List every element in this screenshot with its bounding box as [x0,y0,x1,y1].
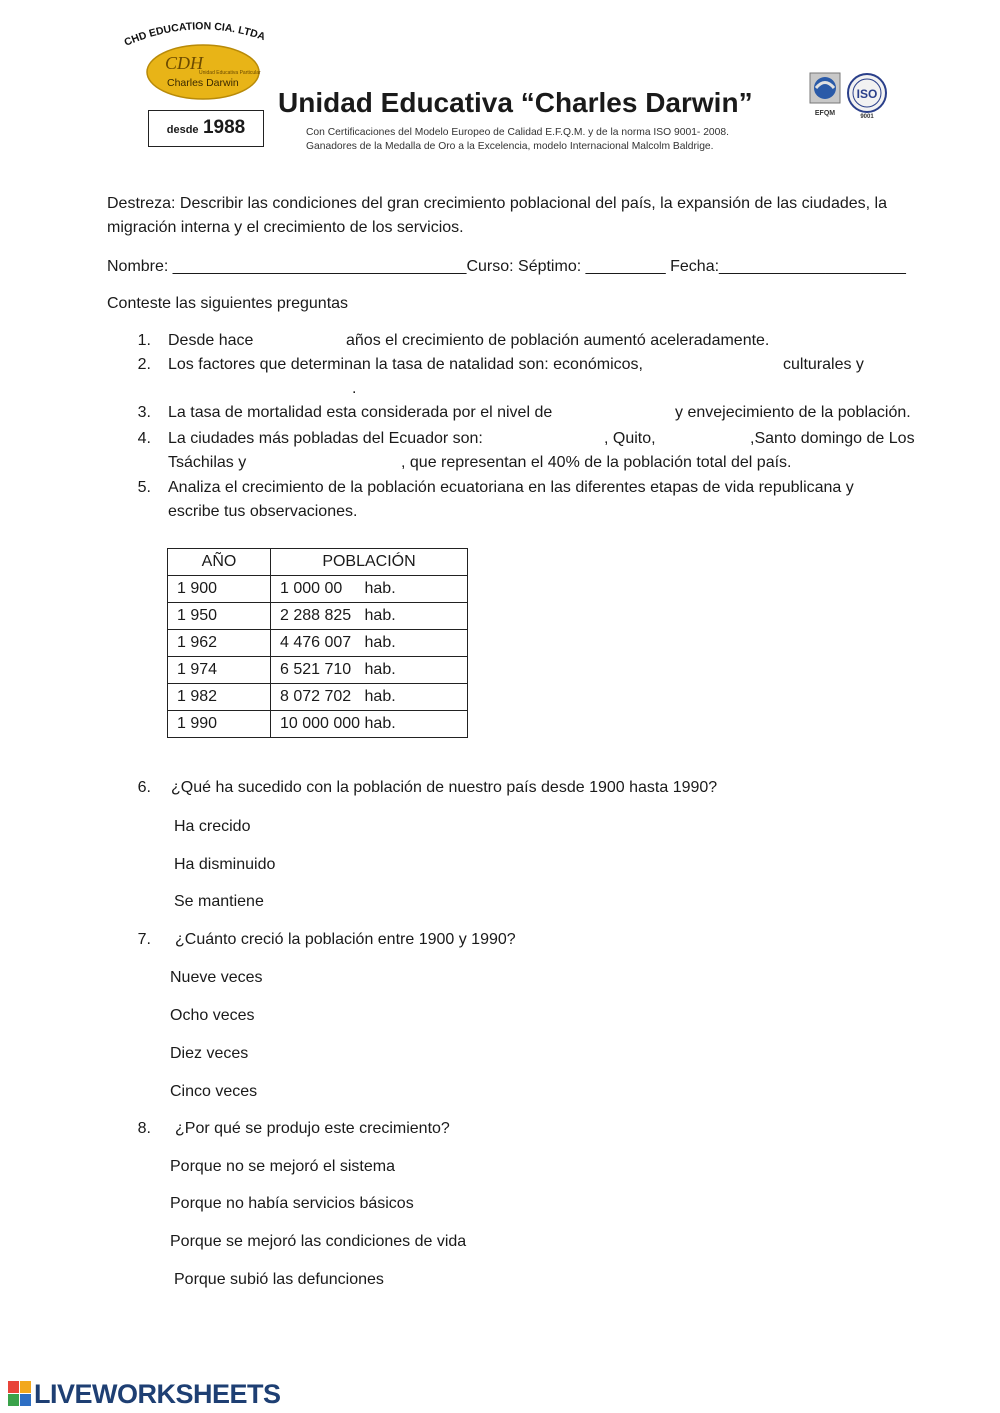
since-label: desde [166,124,199,136]
population-cell: 4 476 007 hab. [271,630,468,657]
population-cell: 1 000 00 hab. [271,576,468,603]
q3-text-b: y envejecimiento de la población. [675,404,911,421]
q6-number: 6. [137,779,151,796]
table-header-row [168,549,468,576]
q5-text-b: escribe tus observaciones. [168,503,358,520]
logo-subtitle: Unidad Educativa Particular [199,70,261,76]
q1-text-b: años el crecimiento de población aumentó aceleradamente. [346,332,770,349]
liveworksheets-logo-icon [8,1381,32,1407]
year-cell: 1 950 [168,603,271,630]
table-row [168,711,468,738]
liveworksheets-brand: LIVEWORKSHEETS [34,1379,281,1409]
q8-option[interactable]: Porque subió las defunciones [174,1271,384,1288]
year-cell: 1 900 [168,576,271,603]
q7-option[interactable]: Ocho veces [170,1007,255,1024]
q8-option[interactable]: Porque no se mejoró el sistema [170,1158,395,1175]
population-cell: 2 288 825 hab. [271,603,468,630]
iso-badge-icon [846,73,888,119]
q6-option[interactable]: Se mantiene [174,893,264,910]
school-title: Unidad Educativa “Charles Darwin” [278,87,753,118]
iso-label: ISO [856,87,878,101]
q1-text-a: Desde hace [168,332,254,349]
population-cell: 6 521 710 hab. [271,657,468,684]
q2-text-b: culturales y [783,356,864,373]
q6-question: ¿Qué ha sucedido con la población de nuestro país desde 1900 hasta 1990? [171,779,718,796]
q6-option[interactable]: Ha crecido [174,818,251,835]
population-column-header: POBLACIÓN [271,549,468,576]
efqm-badge-icon [808,71,842,119]
q2-text-a: Los factores que determinan la tasa de natalidad son: económicos, [168,356,643,373]
q7-option[interactable]: Cinco veces [170,1083,258,1100]
q4-number: 4. [137,430,151,447]
q7-question: ¿Cuánto creció la población entre 1900 y 1990? [175,931,516,948]
q7-option[interactable]: Diez veces [170,1045,249,1062]
certification-line: Con Certificaciones del Modelo Europeo de Calidad E.F.Q.M. y de la norma ISO 9001- 2008. [306,127,729,138]
logo-name: Charles Darwin [167,77,239,89]
q1-number: 1. [137,332,151,349]
q3-number: 3. [137,404,151,421]
q5-text-a: Analiza el crecimiento de la población ecuatoriana en las diferentes etapas de vida republicana y [168,479,854,496]
iso-number: 9001 [860,114,874,119]
since-year: 1988 [202,117,246,138]
year-column-header: AÑO [168,549,271,576]
logo-monogram: CDH [165,53,204,73]
q8-option[interactable]: Porque se mejoró las condiciones de vida [170,1233,467,1250]
q4-text-a: La ciudades más pobladas del Ecuador son: [168,430,483,447]
population-table [167,548,468,738]
population-cell: 10 000 000 hab. [271,711,468,738]
q4-text-b: , Quito, [604,430,656,447]
since-box [148,110,264,147]
award-line: Ganadores de la Medalla de Oro a la Excelencia, modelo Internacional Malcolm Baldrige. [306,141,714,152]
q6-option[interactable]: Ha disminuido [174,856,276,873]
skill-line-1: Destreza: Describir las condiciones del gran crecimiento poblacional del país, la expansión de las ciudades, la [107,195,887,212]
q4-text-c: ,Santo domingo de Los [750,430,915,447]
year-cell: 1 982 [168,684,271,711]
year-cell: 1 962 [168,630,271,657]
q4-text-d: Tsáchilas y [168,454,247,471]
table-row [168,576,468,603]
name-course-date-line: Nombre: _________________________________Curso: Séptimo: _________ Fecha:_____________________ [107,258,906,275]
instructions: Conteste las siguientes preguntas [107,295,349,312]
q7-option[interactable]: Nueve veces [170,969,263,986]
q4-text-e: , que representan el 40% de la población total del país. [401,454,792,471]
q7-number: 7. [137,931,151,948]
q8-option[interactable]: Porque no había servicios básicos [170,1195,414,1212]
efqm-label: EFQM [814,110,836,117]
table-row [168,630,468,657]
table-row [168,684,468,711]
q2-number: 2. [137,356,151,373]
q8-question: ¿Por qué se produjo este crecimiento? [175,1120,450,1137]
q3-text-a: La tasa de mortalidad esta considerada por el nivel de [168,404,553,421]
table-row [168,603,468,630]
q8-number: 8. [137,1120,151,1137]
q5-number: 5. [137,479,151,496]
table-row [168,657,468,684]
population-cell: 8 072 702 hab. [271,684,468,711]
school-logo [145,43,261,101]
q2-period: . [352,380,357,397]
company-arc-text: CHD EDUCATION CIA. LTDA [122,20,267,49]
skill-line-2: migración interna y el crecimiento de los servicios. [107,219,464,236]
year-cell: 1 974 [168,657,271,684]
year-cell: 1 990 [168,711,271,738]
